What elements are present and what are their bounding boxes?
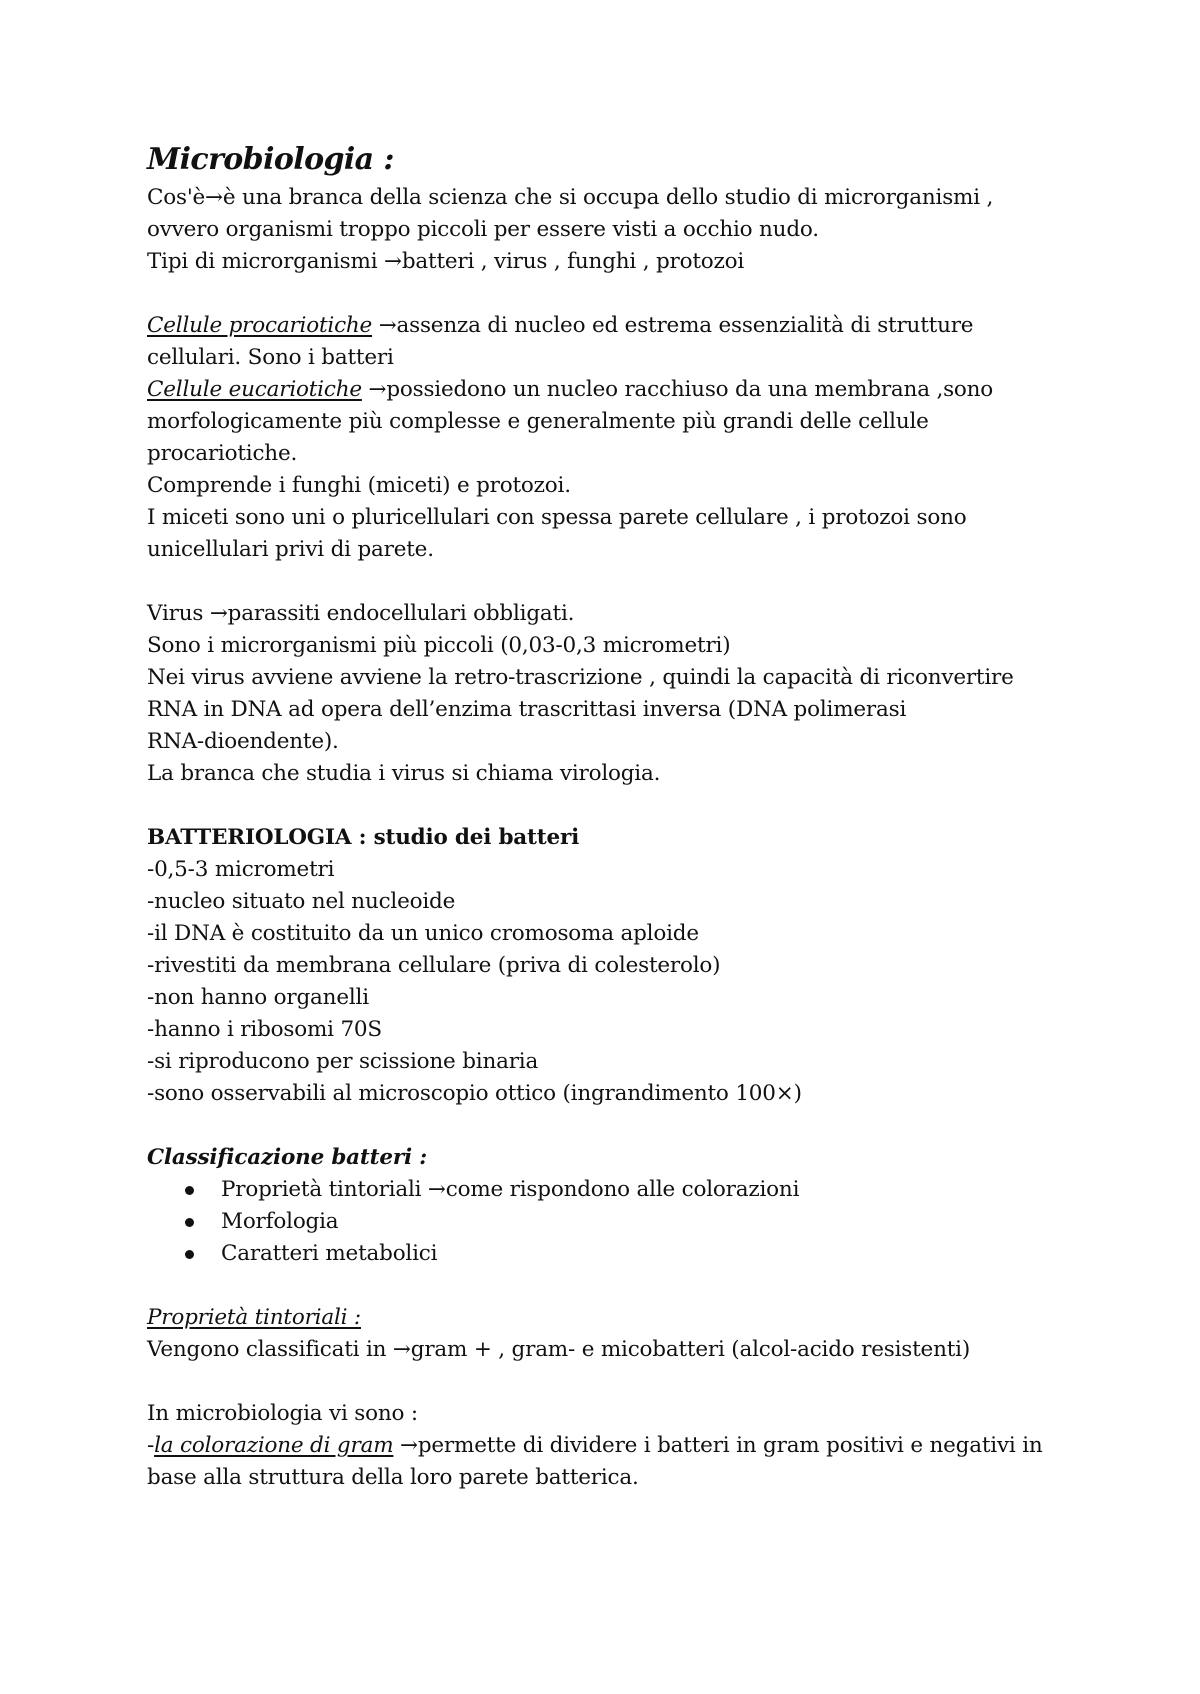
document-page xyxy=(147,140,1077,1494)
virus-line: La branca che studia i virus si chiama virologia. xyxy=(147,761,661,786)
spacer xyxy=(147,1366,1077,1398)
gram-prefix: - xyxy=(147,1433,155,1458)
bacteriology-heading: BATTERIOLOGIA : studio dei batteri xyxy=(147,825,580,850)
staining-text: Vengono classificati in →gram + , gram- e micobatteri (alcol-acido resistenti) xyxy=(147,1337,971,1362)
list-item-text: Proprietà tintoriali →come rispondono alle colorazioni xyxy=(221,1177,800,1202)
bacteriology-item: -nucleo situato nel nucleoide xyxy=(147,889,456,914)
bacteriology-item: -sono osservabili al microscopio ottico (ingrandimento 100×) xyxy=(147,1081,802,1106)
list-item-text: Morfologia xyxy=(221,1209,339,1234)
bacteriology-item: -rivestiti da membrana cellulare (priva di colesterolo) xyxy=(147,953,721,978)
spacer xyxy=(147,1270,1077,1302)
eukaryotic-text: unicellulari privi di parete. xyxy=(147,537,434,562)
bullet-icon xyxy=(185,1186,194,1195)
staining-heading: Proprietà tintoriali : xyxy=(147,1305,361,1330)
spacer xyxy=(147,790,1077,822)
virus-line: Virus →parassiti endocellulari obbligati. xyxy=(147,601,575,626)
staining-text: In microbiologia vi sono : xyxy=(147,1401,418,1426)
eukaryotic-text: →possiedono un nucleo racchiuso da una membrana ,sono xyxy=(361,377,994,402)
virus-line: Sono i microrganismi più piccoli (0,03-0,3 micrometri) xyxy=(147,633,731,658)
gram-paragraph xyxy=(147,1430,1077,1462)
list-item xyxy=(185,1206,1077,1238)
gram-text: base alla struttura della loro parete batterica. xyxy=(147,1465,639,1490)
eukaryotic-text: procariotiche. xyxy=(147,441,298,466)
classification-heading: Classificazione batteri : xyxy=(147,1145,427,1170)
classification-list xyxy=(147,1174,1077,1270)
virus-line: RNA in DNA ad opera dell’enzima trascrittasi inversa (DNA polimerasi xyxy=(147,697,907,722)
eukaryotic-text: Comprende i funghi (miceti) e protozoi. xyxy=(147,473,571,498)
bacteriology-item: -il DNA è costituito da un unico cromosoma aploide xyxy=(147,921,699,946)
bacteriology-item: -hanno i ribosomi 70S xyxy=(147,1017,382,1042)
intro-line: ovvero organismi troppo piccoli per essere visti a occhio nudo. xyxy=(147,217,819,242)
gram-text: →permette di dividere i batteri in gram positivi e negativi in xyxy=(393,1433,1043,1458)
bullet-icon xyxy=(185,1218,194,1227)
bacteriology-item: -si riproducono per scissione binaria xyxy=(147,1049,539,1074)
virus-line: Nei virus avviene avviene la retro-trascrizione , quindi la capacità di riconvertire xyxy=(147,665,1014,690)
prokaryotic-term: Cellule procariotiche xyxy=(147,313,373,338)
bacteriology-item: -non hanno organelli xyxy=(147,985,369,1010)
eukaryotic-text: morfologicamente più complesse e generalmente più grandi delle cellule xyxy=(147,409,929,434)
gram-term: la colorazione di gram xyxy=(154,1433,394,1458)
intro-line: Tipi di microrganismi →batteri , virus , funghi , protozoi xyxy=(147,249,745,274)
eukaryotic-term: Cellule eucariotiche xyxy=(147,377,362,402)
bullet-icon xyxy=(185,1250,194,1259)
spacer xyxy=(147,566,1077,598)
list-item xyxy=(185,1174,1077,1206)
prokaryotic-paragraph xyxy=(147,310,1077,342)
virus-line: RNA-dioendente). xyxy=(147,729,339,754)
list-item xyxy=(185,1238,1077,1270)
spacer xyxy=(147,1110,1077,1142)
page-title: Microbiologia : xyxy=(147,142,394,177)
prokaryotic-text: →assenza di nucleo ed estrema essenzialità di strutture xyxy=(372,313,974,338)
eukaryotic-paragraph xyxy=(147,374,1077,406)
list-item-text: Caratteri metabolici xyxy=(221,1241,438,1266)
intro-line: Cos'è→è una branca della scienza che si occupa dello studio di microrganismi , xyxy=(147,185,994,210)
spacer xyxy=(147,278,1077,310)
prokaryotic-text: cellulari. Sono i batteri xyxy=(147,345,394,370)
eukaryotic-text: I miceti sono uni o pluricellulari con spessa parete cellulare , i protozoi sono xyxy=(147,505,967,530)
bacteriology-item: -0,5-3 micrometri xyxy=(147,857,335,882)
